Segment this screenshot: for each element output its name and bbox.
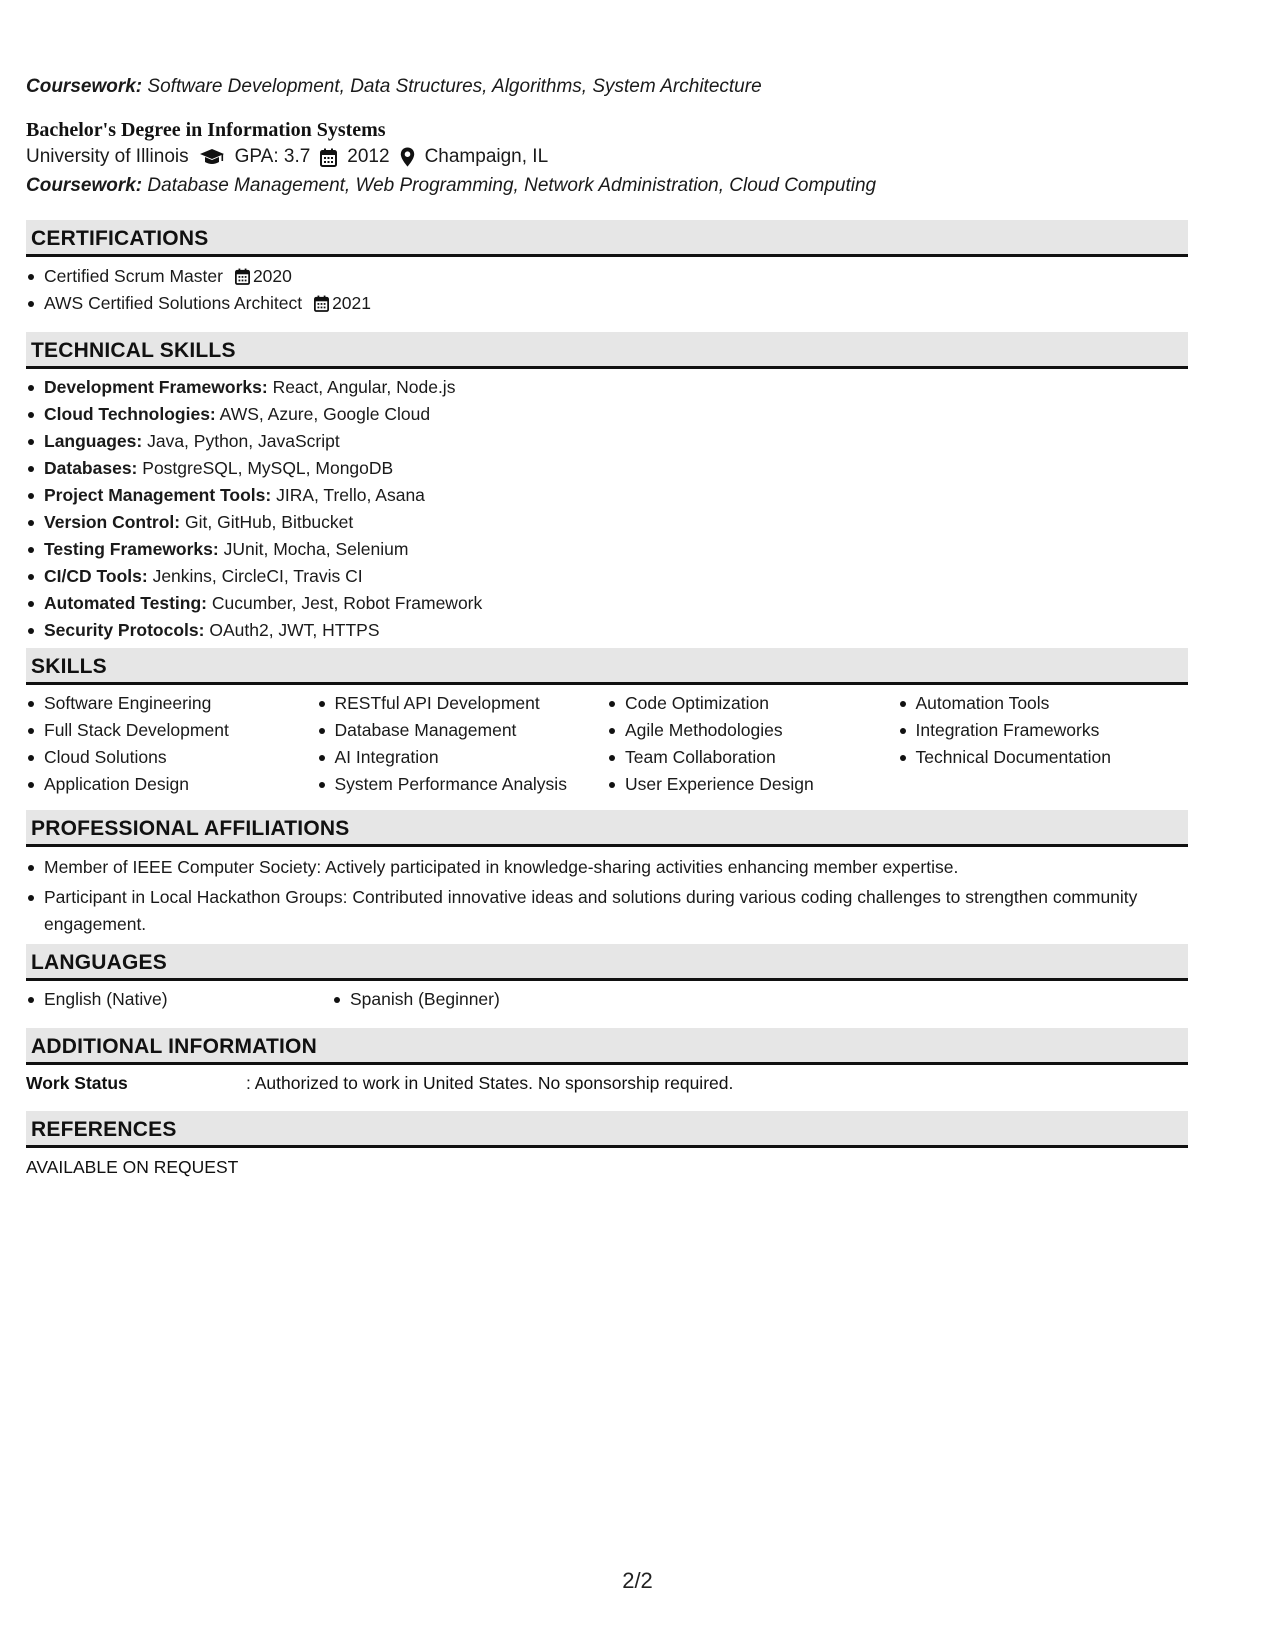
technical-skills-list	[26, 374, 1188, 644]
list-item: User Experience Design	[607, 771, 898, 798]
languages-columns	[26, 986, 1188, 1013]
skill-category: Security Protocols:	[44, 620, 205, 640]
skills-column	[607, 690, 898, 798]
list-item: Application Design	[26, 771, 317, 798]
section-heading: ADDITIONAL INFORMATION	[26, 1028, 1188, 1065]
skills-columns	[26, 690, 1188, 798]
coursework-line	[26, 74, 762, 100]
skill-category: Automated Testing:	[44, 593, 208, 613]
list-item	[26, 455, 1188, 482]
school-location: Champaign, IL	[424, 146, 549, 167]
certification-name: AWS Certified Solutions Architect	[44, 293, 303, 313]
skill-category: Databases:	[44, 458, 138, 478]
section-heading: PROFESSIONAL AFFILIATIONS	[26, 810, 1188, 847]
list-item	[26, 590, 1188, 617]
list-item: RESTful API Development	[317, 690, 608, 717]
degree-title: Bachelor's Degree in Information Systems	[26, 119, 386, 141]
coursework-label: Coursework:	[26, 76, 143, 97]
list-item: Software Engineering	[26, 690, 317, 717]
skill-values: Java, Python, JavaScript	[147, 431, 340, 451]
skill-category: Project Management Tools:	[44, 485, 272, 505]
languages-column	[332, 986, 638, 1013]
certifications-section	[26, 220, 1188, 317]
page-number: 2/2	[622, 1568, 653, 1593]
technical-skills-section	[26, 332, 1188, 644]
calendar-icon	[235, 268, 250, 285]
skills-column	[898, 690, 1189, 798]
list-item	[26, 290, 1188, 317]
skill-values: JIRA, Trello, Asana	[276, 485, 425, 505]
list-item: Integration Frameworks	[898, 717, 1189, 744]
calendar-icon	[314, 295, 329, 312]
work-status-label: Work Status	[26, 1073, 128, 1093]
skill-values: Jenkins, CircleCI, Travis CI	[152, 566, 363, 586]
skill-values: JUnit, Mocha, Selenium	[223, 539, 409, 559]
coursework-text: Database Management, Web Programming, Network Administration, Cloud Computing	[147, 175, 877, 196]
map-pin-icon	[400, 147, 415, 167]
skill-values: PostgreSQL, MySQL, MongoDB	[142, 458, 394, 478]
list-item: Code Optimization	[607, 690, 898, 717]
skill-values: AWS, Azure, Google Cloud	[219, 404, 431, 424]
skills-column	[317, 690, 608, 798]
skill-category: Testing Frameworks:	[44, 539, 219, 559]
coursework-label: Coursework:	[26, 175, 143, 196]
references-text: AVAILABLE ON REQUEST	[26, 1157, 239, 1177]
coursework-text: Software Development, Data Structures, Algorithms, System Architecture	[147, 76, 762, 97]
section-heading: SKILLS	[26, 648, 1188, 685]
list-item: System Performance Analysis	[317, 771, 608, 798]
list-item: English (Native)	[26, 986, 332, 1013]
additional-info-section	[26, 1028, 1188, 1096]
list-item: Participant in Local Hackathon Groups: Contributed innovative ideas and solutions during various coding challenges to strengthen community engagement.	[26, 884, 1188, 938]
section-heading: TECHNICAL SKILLS	[26, 332, 1188, 369]
certification-year: 2021	[332, 293, 372, 313]
list-item	[26, 563, 1188, 590]
affiliations-list	[26, 854, 1188, 938]
section-heading: CERTIFICATIONS	[26, 220, 1188, 257]
skill-category: Languages:	[44, 431, 143, 451]
work-status-row	[26, 1070, 1188, 1096]
list-item: Spanish (Beginner)	[332, 986, 638, 1013]
certifications-list	[26, 263, 1188, 317]
certification-year: 2020	[252, 266, 292, 286]
list-item: AI Integration	[317, 744, 608, 771]
education-entry-2	[26, 117, 876, 199]
coursework-line	[26, 173, 876, 199]
references-section	[26, 1111, 1188, 1180]
list-item: Full Stack Development	[26, 717, 317, 744]
skills-section	[26, 648, 1188, 798]
section-heading: LANGUAGES	[26, 944, 1188, 981]
list-item	[26, 401, 1188, 428]
skill-category: CI/CD Tools:	[44, 566, 148, 586]
list-item	[26, 263, 1188, 290]
skill-values: Git, GitHub, Bitbucket	[185, 512, 354, 532]
list-item: Automation Tools	[898, 690, 1189, 717]
languages-column	[26, 986, 332, 1013]
list-item: Agile Methodologies	[607, 717, 898, 744]
skill-values: React, Angular, Node.js	[272, 377, 456, 397]
education-meta	[26, 143, 876, 171]
list-item: Team Collaboration	[607, 744, 898, 771]
graduation-cap-icon	[199, 148, 225, 166]
affiliations-section	[26, 810, 1188, 941]
skill-values: OAuth2, JWT, HTTPS	[209, 620, 380, 640]
school-name: University of Illinois	[26, 146, 189, 167]
list-item	[26, 428, 1188, 455]
skill-category: Cloud Technologies:	[44, 404, 216, 424]
calendar-icon	[320, 148, 337, 167]
list-item	[26, 617, 1188, 644]
list-item: Member of IEEE Computer Society: Actively participated in knowledge-sharing activities enhancing member expertise.	[26, 854, 1188, 881]
list-item	[26, 482, 1188, 509]
list-item	[26, 536, 1188, 563]
list-item	[26, 374, 1188, 401]
list-item: Cloud Solutions	[26, 744, 317, 771]
section-heading: REFERENCES	[26, 1111, 1188, 1148]
list-item: Technical Documentation	[898, 744, 1189, 771]
skill-values: Cucumber, Jest, Robot Framework	[211, 593, 483, 613]
skill-category: Version Control:	[44, 512, 181, 532]
education-entry-1	[26, 74, 762, 100]
languages-section	[26, 944, 1188, 1013]
skills-column	[26, 690, 317, 798]
graduation-year: 2012	[347, 146, 390, 167]
list-item: Database Management	[317, 717, 608, 744]
skill-category: Development Frameworks:	[44, 377, 268, 397]
certification-name: Certified Scrum Master	[44, 266, 223, 286]
work-status-value: : Authorized to work in United States. No sponsorship required.	[246, 1073, 734, 1093]
list-item	[26, 509, 1188, 536]
gpa-text: GPA: 3.7	[234, 146, 311, 167]
